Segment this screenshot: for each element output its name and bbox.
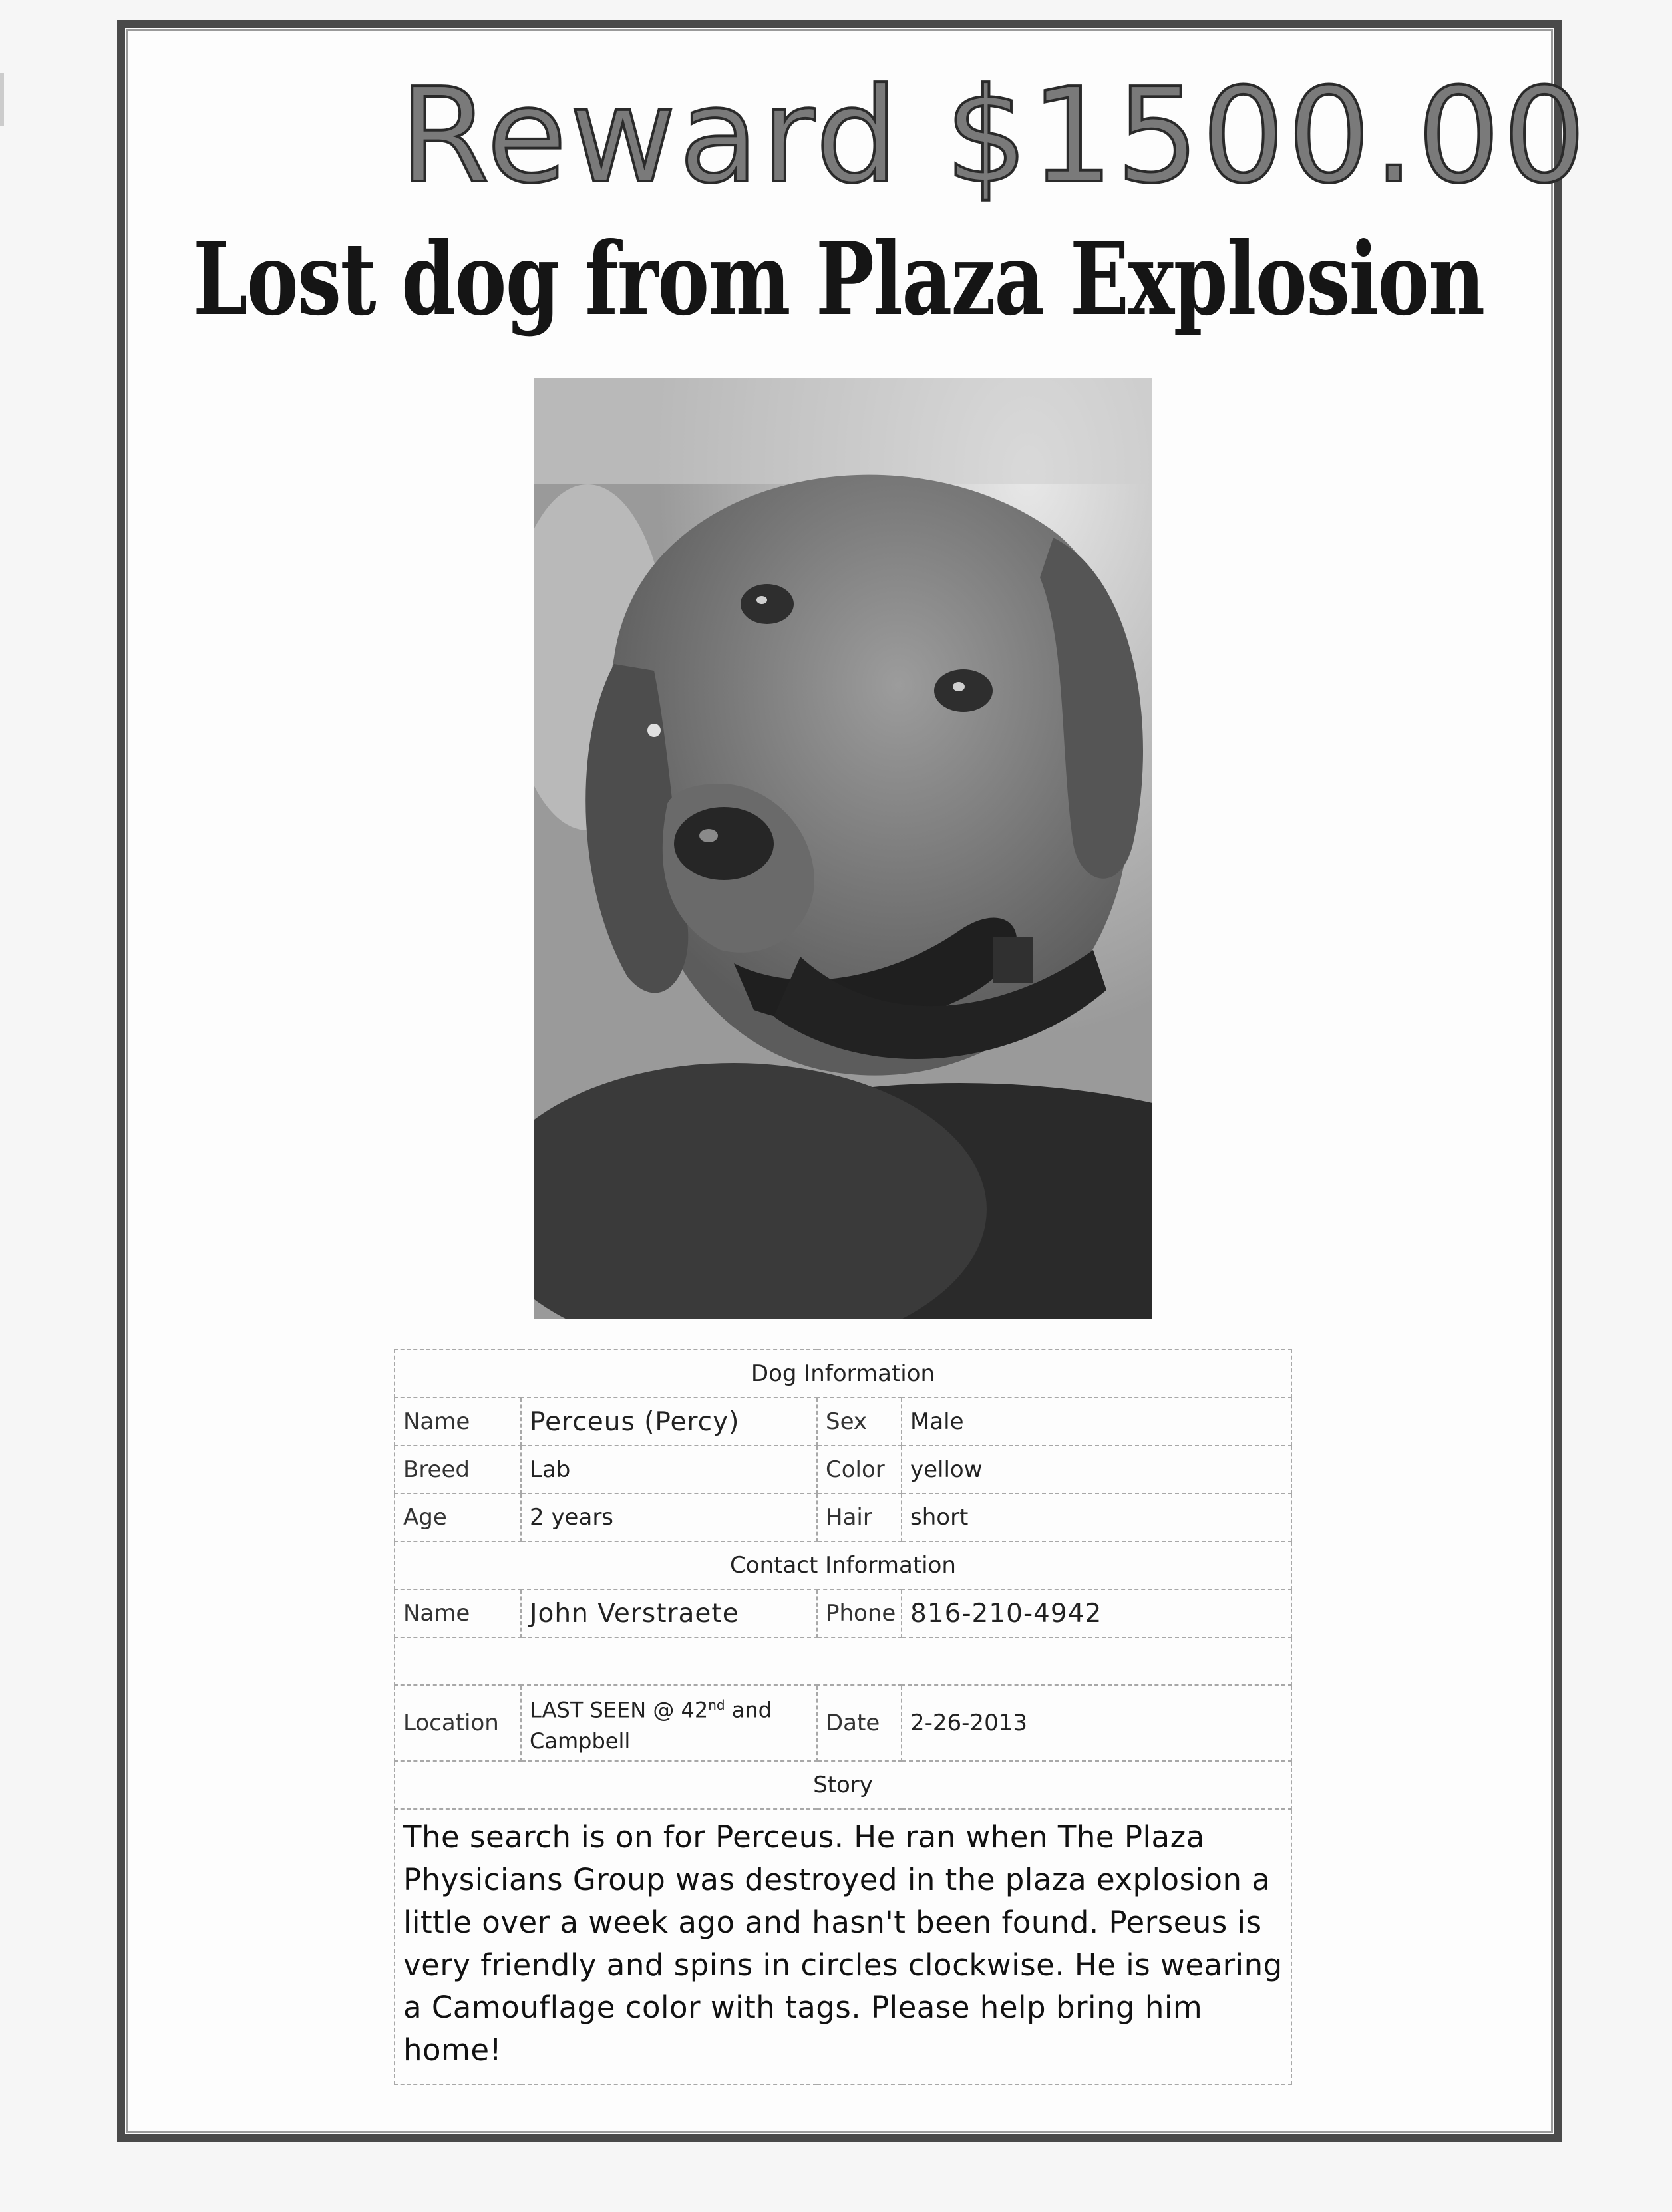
story-text: The search is on for Perceus. He ran when The Plaza Physicians Group was destroyed in the plaza explosion a little over a week ago and hasn't been found. Perseus is very friendly and spins in circles clockwise. He is wearing a Camouflage color with tags. Please help bring him home! — [395, 1809, 1291, 2084]
location-line2: Campbell — [530, 1728, 631, 1754]
phone-label: Phone — [817, 1589, 902, 1637]
dog-name-label: Name — [395, 1398, 521, 1446]
location-suffix: and — [725, 1697, 772, 1723]
location-prefix: LAST SEEN @ 42 — [530, 1697, 709, 1723]
contact-name-label: Name — [395, 1589, 521, 1637]
dog-name-value: Perceus (Percy) — [521, 1398, 817, 1446]
dog-photo — [534, 378, 1152, 1319]
color-label: Color — [817, 1446, 902, 1494]
contact-name-value: John Verstraete — [521, 1589, 817, 1637]
lost-dog-headline: Lost dog from Plaza Explosion — [193, 221, 1484, 338]
date-value: 2-26-2013 — [902, 1685, 1291, 1761]
location-superscript: nd — [708, 1697, 725, 1714]
age-value: 2 years — [521, 1494, 817, 1541]
sex-value: Male — [902, 1398, 1291, 1446]
dog-photo-illustration — [534, 378, 1152, 1319]
breed-value: Lab — [521, 1446, 817, 1494]
contact-information-heading: Contact Information — [395, 1541, 1291, 1589]
hair-value: short — [902, 1494, 1291, 1541]
color-value: yellow — [902, 1446, 1291, 1494]
location-label: Location — [395, 1685, 521, 1761]
phone-value: 816-210-4942 — [902, 1589, 1291, 1637]
story-heading: Story — [395, 1761, 1291, 1809]
date-label: Date — [817, 1685, 902, 1761]
sex-label: Sex — [817, 1398, 902, 1446]
dog-information-table — [394, 1349, 1292, 2085]
hair-label: Hair — [817, 1494, 902, 1541]
location-value — [521, 1685, 817, 1761]
dog-information-heading: Dog Information — [395, 1350, 1291, 1398]
blank-row — [395, 1637, 1291, 1685]
reward-heading: Reward $1500.00 — [399, 61, 1589, 212]
age-label: Age — [395, 1494, 521, 1541]
scan-edge-mark — [0, 73, 4, 126]
breed-label: Breed — [395, 1446, 521, 1494]
